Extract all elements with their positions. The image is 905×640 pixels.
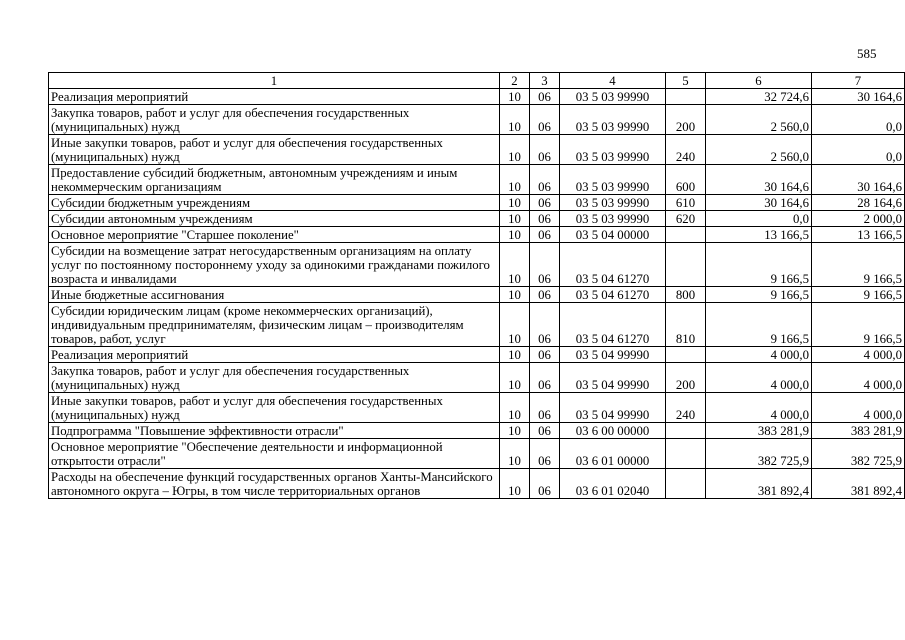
target-article-cell: 03 5 04 00000 bbox=[560, 227, 666, 243]
target-article-cell: 03 6 01 00000 bbox=[560, 439, 666, 469]
amount-cell-col6: 13 166,5 bbox=[706, 227, 812, 243]
subsection-code-cell: 06 bbox=[530, 227, 560, 243]
table-row bbox=[49, 227, 905, 243]
amount-cell-col7: 383 281,9 bbox=[812, 423, 905, 439]
section-code-cell: 10 bbox=[500, 105, 530, 135]
column-header: 7 bbox=[812, 73, 905, 89]
expense-type-cell: 240 bbox=[666, 393, 706, 423]
row-name-cell: Субсидии бюджетным учреждениям bbox=[49, 195, 500, 211]
subsection-code-cell: 06 bbox=[530, 469, 560, 499]
row-name-cell: Иные бюджетные ассигнования bbox=[49, 287, 500, 303]
table-row bbox=[49, 89, 905, 105]
table-body bbox=[49, 89, 905, 499]
amount-cell-col6: 382 725,9 bbox=[706, 439, 812, 469]
section-code-cell: 10 bbox=[500, 287, 530, 303]
subsection-code-cell: 06 bbox=[530, 165, 560, 195]
expense-type-cell bbox=[666, 227, 706, 243]
row-name-cell: Основное мероприятие "Старшее поколение" bbox=[49, 227, 500, 243]
amount-cell-col6: 9 166,5 bbox=[706, 303, 812, 347]
target-article-cell: 03 5 03 99990 bbox=[560, 105, 666, 135]
expense-type-cell bbox=[666, 439, 706, 469]
column-header: 2 bbox=[500, 73, 530, 89]
target-article-cell: 03 5 04 99990 bbox=[560, 347, 666, 363]
row-name-cell: Подпрограмма "Повышение эффективности отрасли" bbox=[49, 423, 500, 439]
table-row bbox=[49, 439, 905, 469]
amount-cell-col6: 4 000,0 bbox=[706, 363, 812, 393]
column-header: 5 bbox=[666, 73, 706, 89]
target-article-cell: 03 5 04 61270 bbox=[560, 303, 666, 347]
table-row bbox=[49, 135, 905, 165]
section-code-cell: 10 bbox=[500, 439, 530, 469]
subsection-code-cell: 06 bbox=[530, 89, 560, 105]
table-row bbox=[49, 303, 905, 347]
expense-type-cell: 610 bbox=[666, 195, 706, 211]
table-row bbox=[49, 211, 905, 227]
subsection-code-cell: 06 bbox=[530, 439, 560, 469]
subsection-code-cell: 06 bbox=[530, 135, 560, 165]
expense-type-cell: 620 bbox=[666, 211, 706, 227]
table-row bbox=[49, 105, 905, 135]
budget-table bbox=[48, 72, 905, 499]
section-code-cell: 10 bbox=[500, 135, 530, 165]
section-code-cell: 10 bbox=[500, 211, 530, 227]
amount-cell-col7: 9 166,5 bbox=[812, 243, 905, 287]
subsection-code-cell: 06 bbox=[530, 347, 560, 363]
expense-type-cell bbox=[666, 89, 706, 105]
amount-cell-col7: 382 725,9 bbox=[812, 439, 905, 469]
row-name-cell: Закупка товаров, работ и услуг для обеспечения государственных (муниципальных) нужд bbox=[49, 363, 500, 393]
subsection-code-cell: 06 bbox=[530, 287, 560, 303]
column-header: 4 bbox=[560, 73, 666, 89]
amount-cell-col6: 4 000,0 bbox=[706, 347, 812, 363]
expense-type-cell bbox=[666, 423, 706, 439]
expense-type-cell: 200 bbox=[666, 105, 706, 135]
amount-cell-col6: 32 724,6 bbox=[706, 89, 812, 105]
subsection-code-cell: 06 bbox=[530, 393, 560, 423]
subsection-code-cell: 06 bbox=[530, 303, 560, 347]
amount-cell-col7: 0,0 bbox=[812, 135, 905, 165]
section-code-cell: 10 bbox=[500, 89, 530, 105]
amount-cell-col7: 2 000,0 bbox=[812, 211, 905, 227]
subsection-code-cell: 06 bbox=[530, 105, 560, 135]
section-code-cell: 10 bbox=[500, 469, 530, 499]
subsection-code-cell: 06 bbox=[530, 363, 560, 393]
amount-cell-col7: 0,0 bbox=[812, 105, 905, 135]
amount-cell-col6: 4 000,0 bbox=[706, 393, 812, 423]
subsection-code-cell: 06 bbox=[530, 195, 560, 211]
row-name-cell: Реализация мероприятий bbox=[49, 89, 500, 105]
row-name-cell: Иные закупки товаров, работ и услуг для обеспечения государственных (муниципальных) нужд bbox=[49, 135, 500, 165]
expense-type-cell bbox=[666, 243, 706, 287]
row-name-cell: Закупка товаров, работ и услуг для обеспечения государственных (муниципальных) нужд bbox=[49, 105, 500, 135]
expense-type-cell: 200 bbox=[666, 363, 706, 393]
amount-cell-col7: 9 166,5 bbox=[812, 287, 905, 303]
section-code-cell: 10 bbox=[500, 363, 530, 393]
amount-cell-col6: 30 164,6 bbox=[706, 195, 812, 211]
page-number: 585 bbox=[857, 46, 877, 61]
row-name-cell: Иные закупки товаров, работ и услуг для обеспечения государственных (муниципальных) нужд bbox=[49, 393, 500, 423]
expense-type-cell: 810 bbox=[666, 303, 706, 347]
target-article-cell: 03 5 03 99990 bbox=[560, 195, 666, 211]
amount-cell-col6: 0,0 bbox=[706, 211, 812, 227]
table-row bbox=[49, 287, 905, 303]
target-article-cell: 03 6 00 00000 bbox=[560, 423, 666, 439]
amount-cell-col6: 2 560,0 bbox=[706, 135, 812, 165]
row-name-cell: Предоставление субсидий бюджетным, автономным учреждениям и иным некоммерческим организациям bbox=[49, 165, 500, 195]
row-name-cell: Основное мероприятие "Обеспечение деятельности и информационной открытости отрасли" bbox=[49, 439, 500, 469]
target-article-cell: 03 5 03 99990 bbox=[560, 89, 666, 105]
row-name-cell: Субсидии на возмещение затрат негосударственным организациям на оплату услуг по постоянному постороннему уходу за одинокими гражданами пожилого возраста и инвалидами bbox=[49, 243, 500, 287]
amount-cell-col6: 9 166,5 bbox=[706, 243, 812, 287]
expense-type-cell: 600 bbox=[666, 165, 706, 195]
column-header: 3 bbox=[530, 73, 560, 89]
amount-cell-col6: 2 560,0 bbox=[706, 105, 812, 135]
column-header: 1 bbox=[49, 73, 500, 89]
target-article-cell: 03 5 04 61270 bbox=[560, 287, 666, 303]
target-article-cell: 03 5 04 99990 bbox=[560, 363, 666, 393]
subsection-code-cell: 06 bbox=[530, 423, 560, 439]
table-header-row bbox=[49, 73, 905, 89]
table-row bbox=[49, 423, 905, 439]
section-code-cell: 10 bbox=[500, 423, 530, 439]
target-article-cell: 03 5 03 99990 bbox=[560, 135, 666, 165]
amount-cell-col6: 9 166,5 bbox=[706, 287, 812, 303]
section-code-cell: 10 bbox=[500, 165, 530, 195]
table-row bbox=[49, 469, 905, 499]
amount-cell-col7: 4 000,0 bbox=[812, 347, 905, 363]
section-code-cell: 10 bbox=[500, 393, 530, 423]
target-article-cell: 03 5 03 99990 bbox=[560, 211, 666, 227]
section-code-cell: 10 bbox=[500, 227, 530, 243]
table-row bbox=[49, 393, 905, 423]
target-article-cell: 03 6 01 02040 bbox=[560, 469, 666, 499]
amount-cell-col7: 4 000,0 bbox=[812, 393, 905, 423]
expense-type-cell: 240 bbox=[666, 135, 706, 165]
table-row bbox=[49, 363, 905, 393]
amount-cell-col6: 30 164,6 bbox=[706, 165, 812, 195]
amount-cell-col7: 30 164,6 bbox=[812, 165, 905, 195]
amount-cell-col7: 13 166,5 bbox=[812, 227, 905, 243]
row-name-cell: Субсидии автономным учреждениям bbox=[49, 211, 500, 227]
row-name-cell: Расходы на обеспечение функций государственных органов Ханты-Мансийского автономного округа – Югры, в том числе территориальных органов bbox=[49, 469, 500, 499]
amount-cell-col7: 28 164,6 bbox=[812, 195, 905, 211]
section-code-cell: 10 bbox=[500, 195, 530, 211]
subsection-code-cell: 06 bbox=[530, 211, 560, 227]
column-header: 6 bbox=[706, 73, 812, 89]
row-name-cell: Субсидии юридическим лицам (кроме некоммерческих организаций), индивидуальным предпринимателям, физическим лицам – производителям товаров, работ, услуг bbox=[49, 303, 500, 347]
amount-cell-col6: 381 892,4 bbox=[706, 469, 812, 499]
expense-type-cell bbox=[666, 469, 706, 499]
table-row bbox=[49, 165, 905, 195]
section-code-cell: 10 bbox=[500, 347, 530, 363]
subsection-code-cell: 06 bbox=[530, 243, 560, 287]
table-row bbox=[49, 243, 905, 287]
table-row bbox=[49, 347, 905, 363]
target-article-cell: 03 5 03 99990 bbox=[560, 165, 666, 195]
row-name-cell: Реализация мероприятий bbox=[49, 347, 500, 363]
expense-type-cell bbox=[666, 347, 706, 363]
amount-cell-col7: 9 166,5 bbox=[812, 303, 905, 347]
expense-type-cell: 800 bbox=[666, 287, 706, 303]
target-article-cell: 03 5 04 99990 bbox=[560, 393, 666, 423]
amount-cell-col6: 383 281,9 bbox=[706, 423, 812, 439]
section-code-cell: 10 bbox=[500, 243, 530, 287]
section-code-cell: 10 bbox=[500, 303, 530, 347]
amount-cell-col7: 30 164,6 bbox=[812, 89, 905, 105]
target-article-cell: 03 5 04 61270 bbox=[560, 243, 666, 287]
amount-cell-col7: 381 892,4 bbox=[812, 469, 905, 499]
amount-cell-col7: 4 000,0 bbox=[812, 363, 905, 393]
table-row bbox=[49, 195, 905, 211]
